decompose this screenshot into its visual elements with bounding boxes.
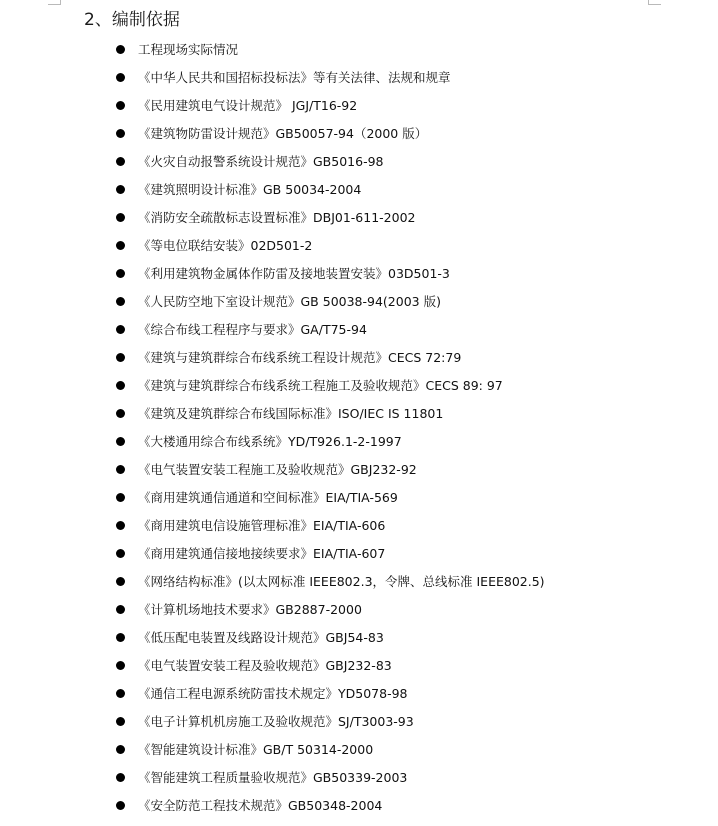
list-item — [0, 428, 545, 456]
list-item — [0, 568, 545, 596]
bullet-icon — [116, 241, 125, 250]
bullet-icon — [116, 773, 125, 782]
list-item-text: 工程现场实际情况 — [138, 42, 239, 57]
list-item — [0, 260, 545, 288]
list-item-text: 《大楼通用综合布线系统》YD/T926.1-2-1997 — [138, 434, 402, 449]
bullet-icon — [116, 157, 125, 166]
list-item-text: 《商用建筑电信设施管理标准》EIA/TIA-606 — [138, 518, 386, 533]
bullet-icon — [116, 437, 125, 446]
bullet-icon — [116, 325, 125, 334]
list-item-text: 《电气装置安装工程及验收规范》GBJ232-83 — [138, 658, 392, 673]
list-item-text: 《建筑物防雷设计规范》GB50057-94（2000 版） — [138, 126, 428, 141]
bullet-icon — [116, 661, 125, 670]
list-item-text: 《人民防空地下室设计规范》GB 50038-94(2003 版) — [138, 294, 441, 309]
bullet-icon — [116, 353, 125, 362]
bullet-icon — [116, 297, 125, 306]
bullet-icon — [116, 689, 125, 698]
list-item-text: 《智能建筑设计标准》GB/T 50314-2000 — [138, 742, 374, 757]
bullet-icon — [116, 101, 125, 110]
bullet-icon — [116, 409, 125, 418]
list-item — [0, 148, 545, 176]
crop-mark-top-left — [48, 0, 61, 5]
list-item — [0, 204, 545, 232]
list-item-text: 《等电位联结安装》02D501-2 — [138, 238, 313, 253]
bullet-icon — [116, 269, 125, 278]
list-item — [0, 512, 545, 540]
list-item — [0, 736, 545, 764]
list-item-text: 《商用建筑通信通道和空间标准》EIA/TIA-569 — [138, 490, 398, 505]
list-item — [0, 484, 545, 512]
list-item — [0, 540, 545, 568]
list-item-text: 《电气装置安装工程施工及验收规范》GBJ232-92 — [138, 462, 417, 477]
list-item-text: 《中华人民共和国招标投标法》等有关法律、法规和规章 — [138, 70, 451, 85]
bullet-icon — [116, 717, 125, 726]
list-item — [0, 792, 545, 820]
list-item — [0, 120, 545, 148]
list-item — [0, 596, 545, 624]
list-item-text: 《综合布线工程程序与要求》GA/T75-94 — [138, 322, 367, 337]
bullet-icon — [116, 73, 125, 82]
list-item-text: 《商用建筑通信接地接续要求》EIA/TIA-607 — [138, 546, 386, 561]
list-item-text: 《计算机场地技术要求》GB2887-2000 — [138, 602, 362, 617]
list-item-text: 《智能建筑工程质量验收规范》GB50339-2003 — [138, 770, 408, 785]
list-item — [0, 624, 545, 652]
bullet-icon — [116, 381, 125, 390]
list-item-text: 《网络结构标准》(以太网标准 IEEE802.3，令牌、总线标准 IEEE802.5) — [138, 574, 545, 589]
list-item-text: 《安全防范工程技术规范》GB50348-2004 — [138, 798, 383, 813]
list-item — [0, 764, 545, 792]
bullet-icon — [116, 745, 125, 754]
list-item-text: 《火灾自动报警系统设计规范》GB5016-98 — [138, 154, 384, 169]
section-heading: 2、编制依据 — [84, 10, 180, 30]
bullet-icon — [116, 185, 125, 194]
list-item — [0, 288, 545, 316]
crop-mark-top-right — [648, 0, 661, 5]
list-item — [0, 652, 545, 680]
list-item — [0, 176, 545, 204]
bullet-icon — [116, 549, 125, 558]
list-item — [0, 708, 545, 736]
list-item-text: 《消防安全疏散标志设置标准》DBJ01-611-2002 — [138, 210, 416, 225]
reference-list — [0, 36, 545, 820]
list-item-text: 《建筑与建筑群综合布线系统工程设计规范》CECS 72:79 — [138, 350, 462, 365]
list-item-text: 《建筑与建筑群综合布线系统工程施工及验收规范》CECS 89: 97 — [138, 378, 503, 393]
bullet-icon — [116, 801, 125, 810]
list-item-text: 《电子计算机机房施工及验收规范》SJ/T3003-93 — [138, 714, 414, 729]
bullet-icon — [116, 493, 125, 502]
bullet-icon — [116, 521, 125, 530]
list-item — [0, 92, 545, 120]
list-item-text: 《低压配电装置及线路设计规范》GBJ54-83 — [138, 630, 384, 645]
list-item — [0, 372, 545, 400]
list-item-text: 《民用建筑电气设计规范》 JGJ/T16-92 — [138, 98, 358, 113]
list-item — [0, 456, 545, 484]
bullet-icon — [116, 605, 125, 614]
list-item-text: 《利用建筑物金属体作防雷及接地装置安装》03D501-3 — [138, 266, 450, 281]
list-item — [0, 680, 545, 708]
list-item-text: 《通信工程电源系统防雷技术规定》YD5078-98 — [138, 686, 408, 701]
bullet-icon — [116, 465, 125, 474]
list-item — [0, 400, 545, 428]
list-item — [0, 232, 545, 260]
list-item — [0, 344, 545, 372]
bullet-icon — [116, 213, 125, 222]
bullet-icon — [116, 577, 125, 586]
list-item-text: 《建筑及建筑群综合布线国际标准》ISO/IEC IS 11801 — [138, 406, 444, 421]
bullet-icon — [116, 45, 125, 54]
list-item — [0, 316, 545, 344]
list-item-text: 《建筑照明设计标准》GB 50034-2004 — [138, 182, 362, 197]
list-item — [0, 36, 545, 64]
list-item — [0, 64, 545, 92]
bullet-icon — [116, 633, 125, 642]
bullet-icon — [116, 129, 125, 138]
